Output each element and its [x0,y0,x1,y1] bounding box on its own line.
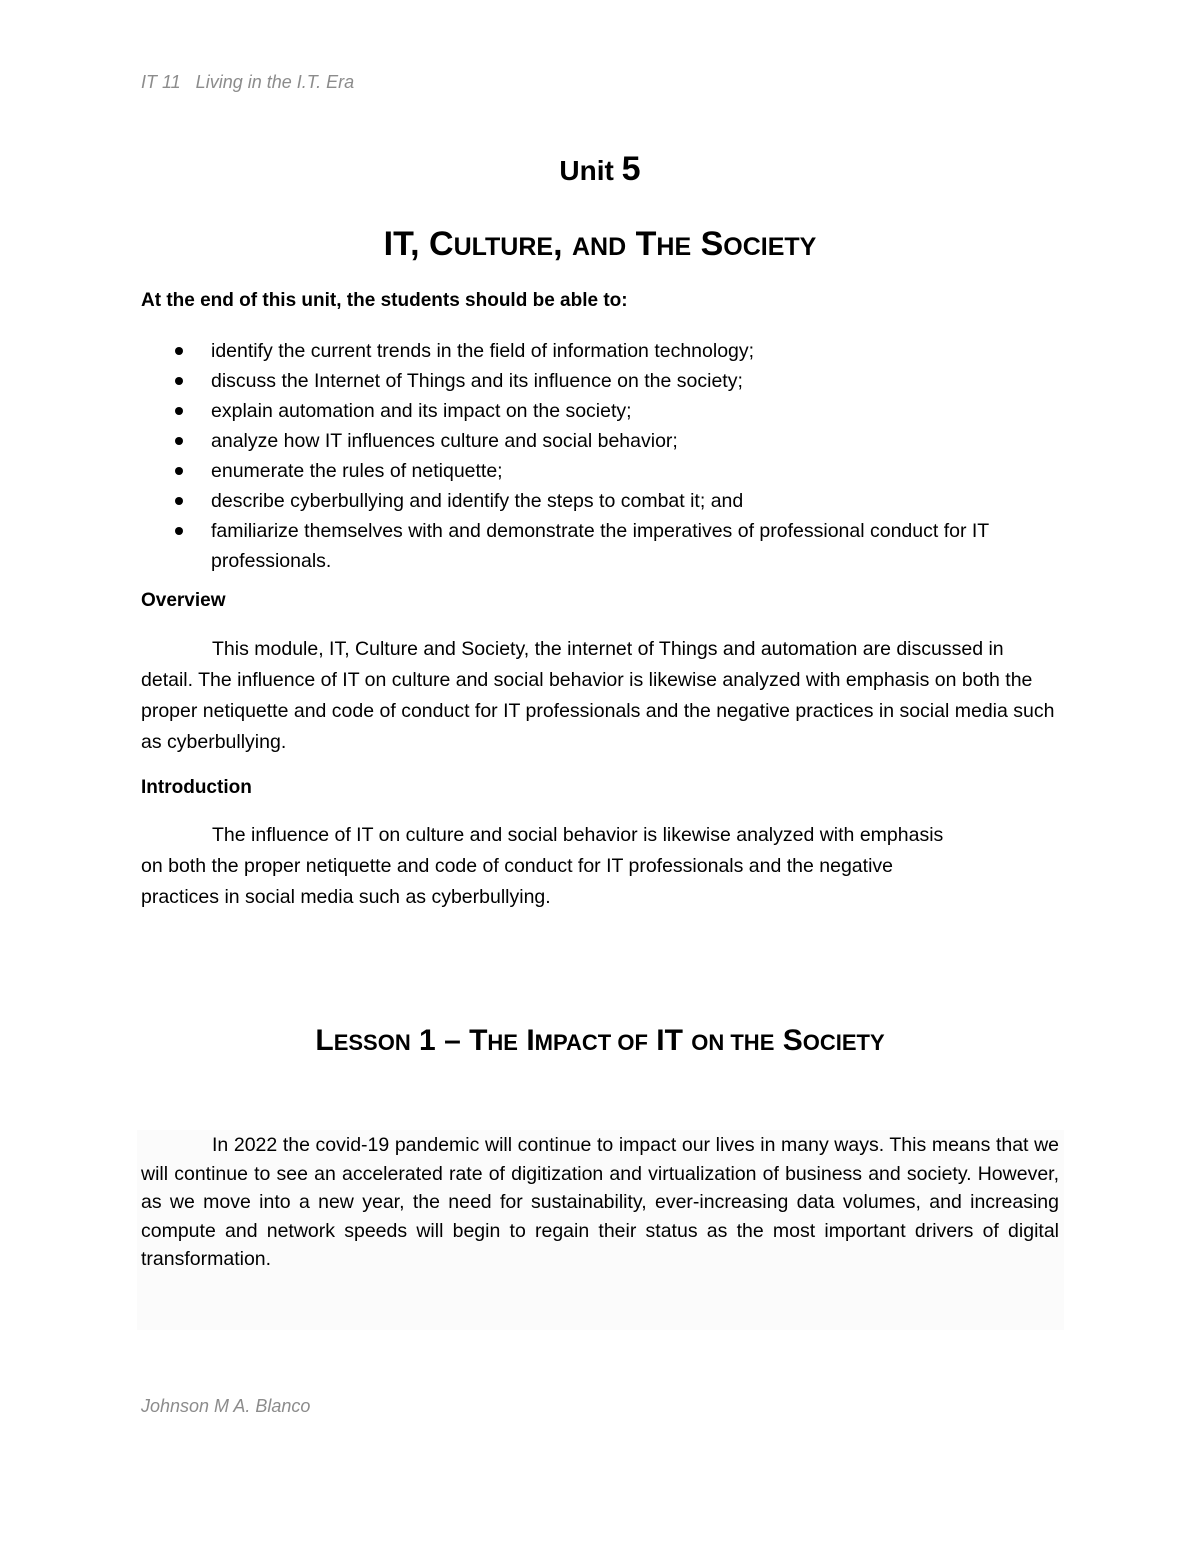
bullet-icon [175,527,183,535]
lesson-title-part: HE [487,1030,518,1055]
list-item [141,456,1071,486]
introduction-paragraph [141,820,1061,913]
lesson-title-part: MPACT OF [534,1030,648,1055]
unit-number: 5 [621,150,641,188]
list-item [141,516,1071,576]
objectives-lead: At the end of this unit, the students should be able to: [141,290,628,311]
bullet-icon [175,467,183,475]
bullet-icon [175,497,183,505]
lesson-title-part: ON THE [691,1030,775,1055]
lesson-title-part: L [315,1024,334,1057]
title-part: HE [656,233,692,261]
objective-text: identify the current trends in the field of information technology; [211,340,755,362]
title-part: AND [572,233,627,261]
title-part: ULTURE [453,233,554,261]
bullet-icon [175,347,183,355]
unit-label: Unit [559,155,614,186]
lesson-title-part: I [517,1024,535,1057]
objective-text: analyze how IT influences culture and social behavior; [211,430,678,452]
list-item [141,486,1071,516]
page-header: IT 11 Living in the I.T. Era [141,72,355,92]
objectives-list [141,336,1071,576]
lesson-title [0,1024,1200,1058]
lesson-title-part: 1 – T [410,1024,488,1057]
title-part: S [691,225,724,263]
lesson-title-part: ESSON [333,1030,411,1055]
bullet-icon [175,437,183,445]
title-part: IT, C [383,225,454,263]
lesson-title-part: OCIETY [802,1030,885,1055]
page-footer: Johnson M A. Blanco [141,1396,311,1416]
objective-text: describe cyberbullying and identify the steps to combat it; and [211,490,744,512]
objective-text: familiarize themselves with and demonstrate the imperatives of professional conduct for IT professionals. [211,520,989,572]
title-part: , [553,225,572,263]
introduction-line [141,820,1061,851]
objective-text: enumerate the rules of netiquette; [211,460,503,482]
introduction-heading: Introduction [141,777,252,798]
list-item [141,396,1071,426]
lesson-text: In 2022 the covid-19 pandemic will continue to impact our lives in many ways. This means that we will continue to see an accelerated rate of digitization and virtualization of business and society. However, as we move into a new year, the need for sustainability, ever-increasing data volumes, and increasing compute and network speeds will begin to regain their status as the most important drivers of digital transformation. [141,1134,1059,1270]
title-part: T [626,225,657,263]
introduction-line: practices in social media such as cyberbullying. [141,886,551,908]
introduction-text: The influence of IT on culture and social behavior is likewise analyzed with emphasis [212,824,944,846]
overview-paragraph [141,634,1061,758]
lesson-title-part: IT [647,1024,692,1057]
bullet-icon [175,377,183,385]
objective-text: discuss the Internet of Things and its influence on the society; [211,370,743,392]
objective-text: explain automation and its impact on the society; [211,400,632,422]
list-item [141,426,1071,456]
bullet-icon [175,407,183,415]
overview-heading: Overview [141,590,226,611]
lesson-title-part: S [774,1024,803,1057]
introduction-line: on both the proper netiquette and code of conduct for IT professionals and the negative [141,855,893,877]
unit-title [0,225,1200,264]
lesson-paragraph [141,1131,1059,1274]
list-item [141,366,1071,396]
title-part: OCIETY [723,233,817,261]
list-item [141,336,1071,366]
overview-text: This module, IT, Culture and Society, the internet of Things and automation are discussed in detail. The influence of IT on culture and social behavior is likewise analyzed with emphasis on both the proper netiquette and code of conduct for IT professionals and the negative practices in social media such as cyberbullying. [141,638,1055,753]
unit-heading [0,150,1200,189]
